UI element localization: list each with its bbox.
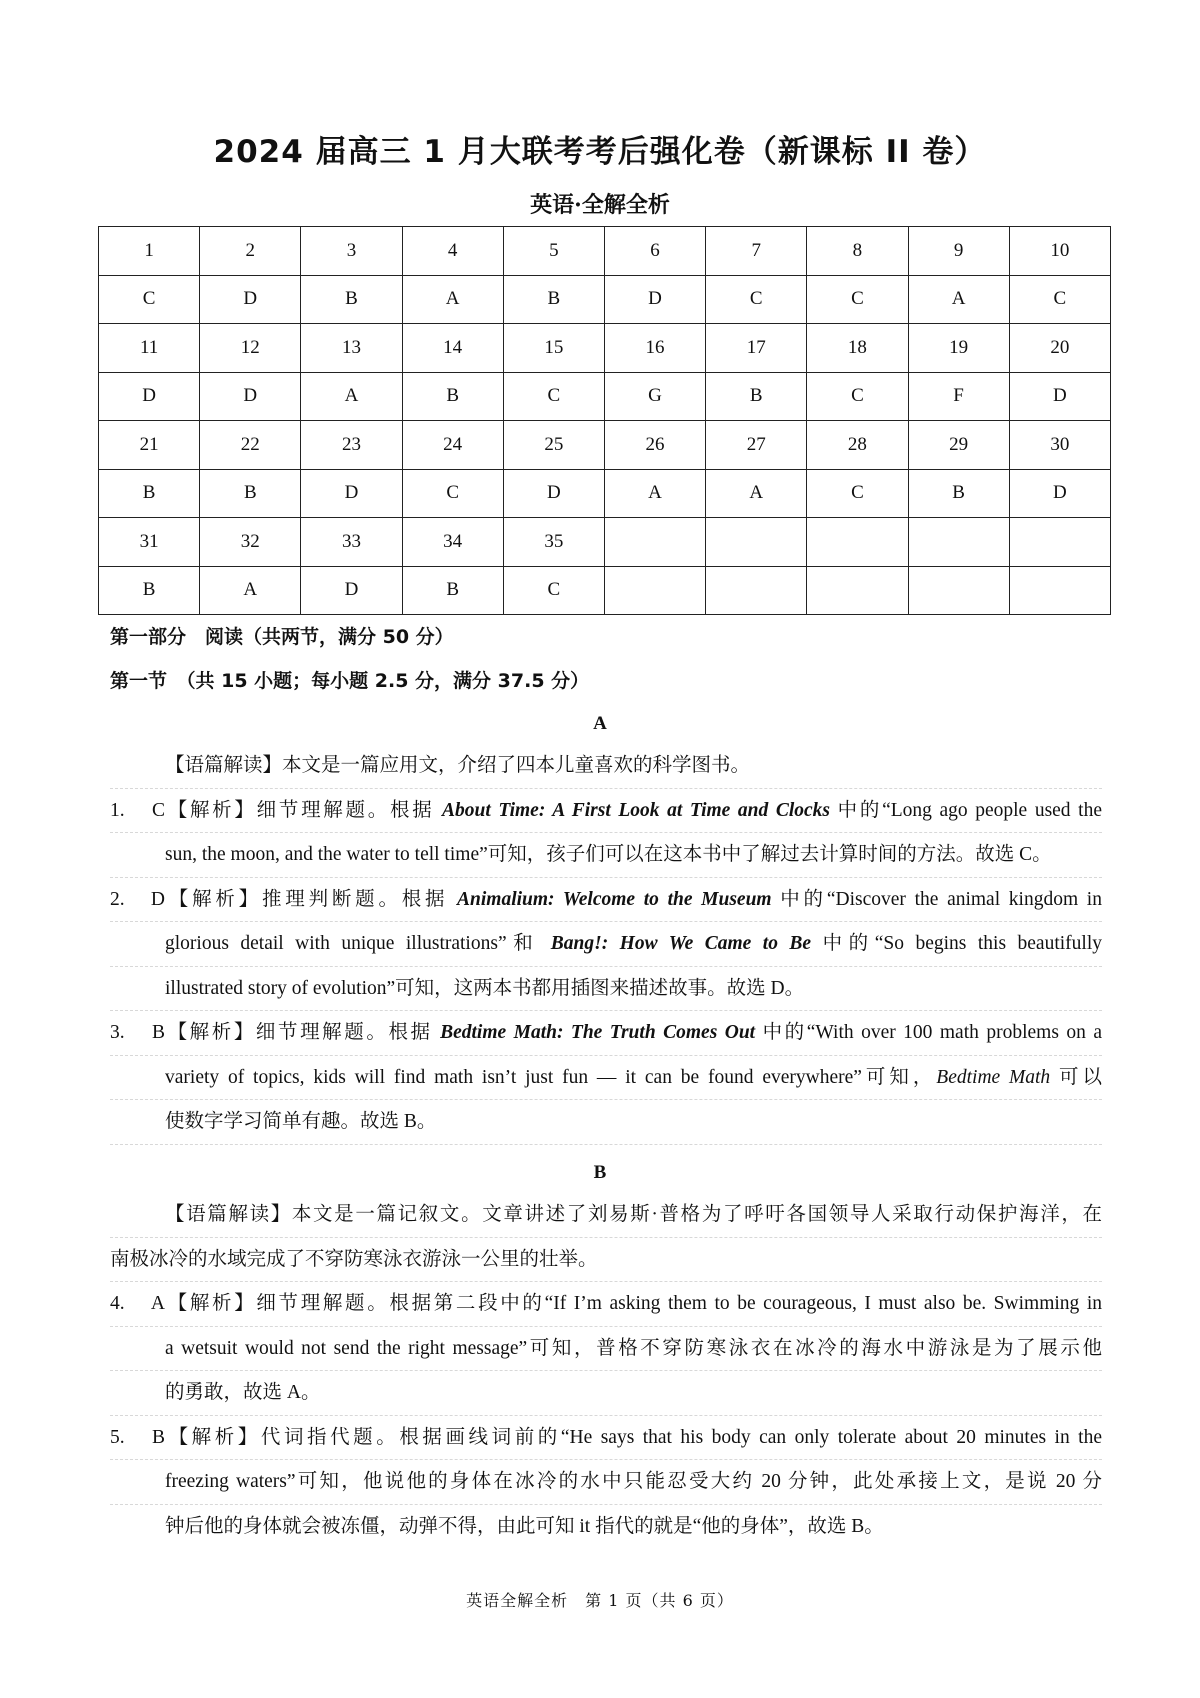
passage-b-analysis	[110, 1193, 1102, 1549]
question-number-row	[99, 227, 1111, 276]
answer-cell	[908, 566, 1009, 615]
analysis-text: freezing waters”可知，他说他的身体在冰冷的水中只能忍受大约 20 分钟，此处承接上文，是说 20 分	[110, 1460, 1102, 1505]
analysis-text: 【解析】细节理解题。根据	[165, 799, 443, 821]
question-number-cell: 2	[200, 227, 301, 276]
passage-a-heading: A	[593, 713, 607, 734]
answer-cell: C	[503, 566, 604, 615]
book-title: About Time: A First Look at Time and Clocks	[442, 799, 831, 821]
answer-cell: B	[301, 275, 402, 324]
answer-cell: D	[604, 275, 705, 324]
question-number: 3. B	[110, 1022, 165, 1043]
answer-cell: B	[706, 372, 807, 421]
question-number-cell: 12	[200, 324, 301, 373]
question-number-cell: 4	[402, 227, 503, 276]
answer-cell: C	[807, 372, 908, 421]
answer-cell: C	[807, 275, 908, 324]
answer-cell: B	[402, 372, 503, 421]
answer-cell: D	[503, 469, 604, 518]
answer-cell: C	[807, 469, 908, 518]
answer-cell: B	[503, 275, 604, 324]
page-footer: 英语全解全析 第 1 页（共 6 页）	[466, 1591, 734, 1610]
question-number-cell	[807, 518, 908, 567]
answer-cell: C	[402, 469, 503, 518]
question-number-cell: 26	[604, 421, 705, 470]
question-2	[110, 878, 1102, 1012]
question-number-cell: 15	[503, 324, 604, 373]
answer-cell: C	[503, 372, 604, 421]
answer-cell: D	[200, 372, 301, 421]
question-number-cell: 32	[200, 518, 301, 567]
question-number-cell: 20	[1009, 324, 1110, 373]
question-number-cell: 27	[706, 421, 807, 470]
passage-b-intro: 【语篇解读】本文是一篇记叙文。文章讲述了刘易斯·普格为了呼吁各国领导人采取行动保护海洋，在	[110, 1193, 1102, 1238]
page-title: 2024 届高三 1 月大联考考后强化卷（新课标 II 卷）	[213, 134, 987, 170]
question-number-cell: 21	[99, 421, 200, 470]
question-number-row	[99, 421, 1111, 470]
answer-cell	[706, 566, 807, 615]
question-number-cell: 6	[604, 227, 705, 276]
question-number-cell: 13	[301, 324, 402, 373]
answer-cell	[1009, 566, 1110, 615]
analysis-text: 中的“So begins this beautifully	[811, 933, 1102, 954]
question-number-cell: 3	[301, 227, 402, 276]
analysis-text: 可以	[1050, 1066, 1102, 1088]
question-number-cell: 33	[301, 518, 402, 567]
answer-cell: D	[301, 469, 402, 518]
question-1	[110, 789, 1102, 878]
answer-cell: A	[908, 275, 1009, 324]
analysis-text: 中的“With over 100 math problems on a	[755, 1022, 1102, 1043]
question-number-cell: 35	[503, 518, 604, 567]
answer-cell: G	[604, 372, 705, 421]
analysis-text: 【解析】代词指代题。根据画线词前的“He says that his body can only tolerate about 20 minutes in the	[165, 1426, 1102, 1448]
answer-cell: A	[604, 469, 705, 518]
answer-cell: A	[301, 372, 402, 421]
question-number-cell: 17	[706, 324, 807, 373]
answer-cell: D	[200, 275, 301, 324]
question-number-cell: 14	[402, 324, 503, 373]
question-number-cell: 19	[908, 324, 1009, 373]
answer-cell: A	[200, 566, 301, 615]
answer-cell: C	[99, 275, 200, 324]
answer-cell: A	[706, 469, 807, 518]
question-number-cell: 29	[908, 421, 1009, 470]
book-title: Animalium: Welcome to the Museum	[457, 888, 772, 910]
question-number-cell: 34	[402, 518, 503, 567]
question-number-row	[99, 324, 1111, 373]
analysis-text: a wetsuit would not send the right message”可知，普格不穿防寒泳衣在冰冷的海水中游泳是为了展示他	[110, 1327, 1102, 1372]
answer-cell: B	[908, 469, 1009, 518]
question-number-cell: 31	[99, 518, 200, 567]
analysis-text: illustrated story of evolution”可知，这两本书都用插图来描述故事。故选 D。	[110, 967, 1102, 1012]
question-number-cell: 1	[99, 227, 200, 276]
question-number-cell: 5	[503, 227, 604, 276]
question-number-cell: 30	[1009, 421, 1110, 470]
question-4	[110, 1282, 1102, 1416]
question-number-cell: 22	[200, 421, 301, 470]
analysis-text: 中的“Long ago people used the	[830, 799, 1102, 821]
book-title: Bedtime Math	[936, 1066, 1051, 1088]
answer-key-table	[98, 226, 1111, 615]
answer-cell: A	[402, 275, 503, 324]
question-number-cell: 23	[301, 421, 402, 470]
question-number: 1. C	[110, 799, 165, 821]
question-number: 5. B	[110, 1426, 165, 1448]
question-number: 2. D	[110, 888, 165, 910]
analysis-text: sun, the moon, and the water to tell time”可知，孩子们可以在这本书中了解过去计算时间的方法。故选 C。	[110, 833, 1102, 878]
answer-cell: D	[1009, 469, 1110, 518]
passage-b-heading: B	[593, 1162, 607, 1183]
answer-row	[99, 372, 1111, 421]
answer-cell: B	[99, 566, 200, 615]
answer-row	[99, 275, 1111, 324]
question-number-cell: 7	[706, 227, 807, 276]
answer-cell: B	[402, 566, 503, 615]
answer-cell: D	[1009, 372, 1110, 421]
question-number-cell: 16	[604, 324, 705, 373]
answer-cell: D	[99, 372, 200, 421]
question-number-cell: 11	[99, 324, 200, 373]
analysis-text: 【解析】细节理解题。根据第二段中的“If I’m asking them to be courageous, I must also be. Swimming in	[165, 1293, 1102, 1314]
analysis-text: 中的“Discover the animal kingdom in	[771, 888, 1102, 910]
analysis-text: variety of topics, kids will find math isn’t just fun — it can be found everywhere”可知，	[165, 1066, 937, 1088]
analysis-text: 使数字学习简单有趣。故选 B。	[110, 1100, 1102, 1145]
answer-cell	[807, 566, 908, 615]
passage-b-intro-cont: 南极冰冷的水域完成了不穿防寒泳衣游泳一公里的壮举。	[110, 1238, 1102, 1283]
analysis-text: 钟后他的身体就会被冻僵，动弹不得，由此可知 it 指代的就是“他的身体”，故选 B。	[165, 1515, 884, 1537]
answer-cell: C	[706, 275, 807, 324]
answer-cell: D	[301, 566, 402, 615]
question-number-cell: 8	[807, 227, 908, 276]
question-number-cell: 28	[807, 421, 908, 470]
question-number: 4. A	[110, 1293, 165, 1314]
question-number-cell: 10	[1009, 227, 1110, 276]
passage-a-analysis	[110, 744, 1102, 1145]
question-number-cell	[1009, 518, 1110, 567]
question-number-row	[99, 518, 1111, 567]
answer-row	[99, 469, 1111, 518]
question-number-cell: 24	[402, 421, 503, 470]
book-title: Bedtime Math: The Truth Comes Out	[440, 1022, 756, 1043]
question-number-cell: 18	[807, 324, 908, 373]
question-number-cell	[908, 518, 1009, 567]
part-heading: 第一部分 阅读（共两节，满分 50 分）	[110, 626, 454, 648]
question-5	[110, 1416, 1102, 1550]
analysis-text: glorious detail with unique illustrations”和	[165, 933, 551, 954]
answer-cell: B	[99, 469, 200, 518]
question-number-cell	[604, 518, 705, 567]
answer-cell: B	[200, 469, 301, 518]
section-heading: 第一节 （共 15 小题；每小题 2.5 分，满分 37.5 分）	[110, 670, 590, 692]
answer-row	[99, 566, 1111, 615]
question-3	[110, 1011, 1102, 1145]
page-subtitle: 英语·全解全析	[530, 192, 670, 218]
analysis-text: 【解析】推理判断题。根据	[165, 888, 458, 910]
question-number-cell	[706, 518, 807, 567]
book-title: Bang!: How We Came to Be	[550, 933, 812, 954]
question-number-cell: 9	[908, 227, 1009, 276]
question-number-cell: 25	[503, 421, 604, 470]
answer-cell	[604, 566, 705, 615]
answer-cell: C	[1009, 275, 1110, 324]
analysis-text: 的勇敢，故选 A。	[110, 1371, 1102, 1416]
answer-cell: F	[908, 372, 1009, 421]
analysis-text: 【解析】细节理解题。根据	[165, 1022, 441, 1043]
passage-a-intro: 【语篇解读】本文是一篇应用文，介绍了四本儿童喜欢的科学图书。	[110, 744, 1102, 789]
